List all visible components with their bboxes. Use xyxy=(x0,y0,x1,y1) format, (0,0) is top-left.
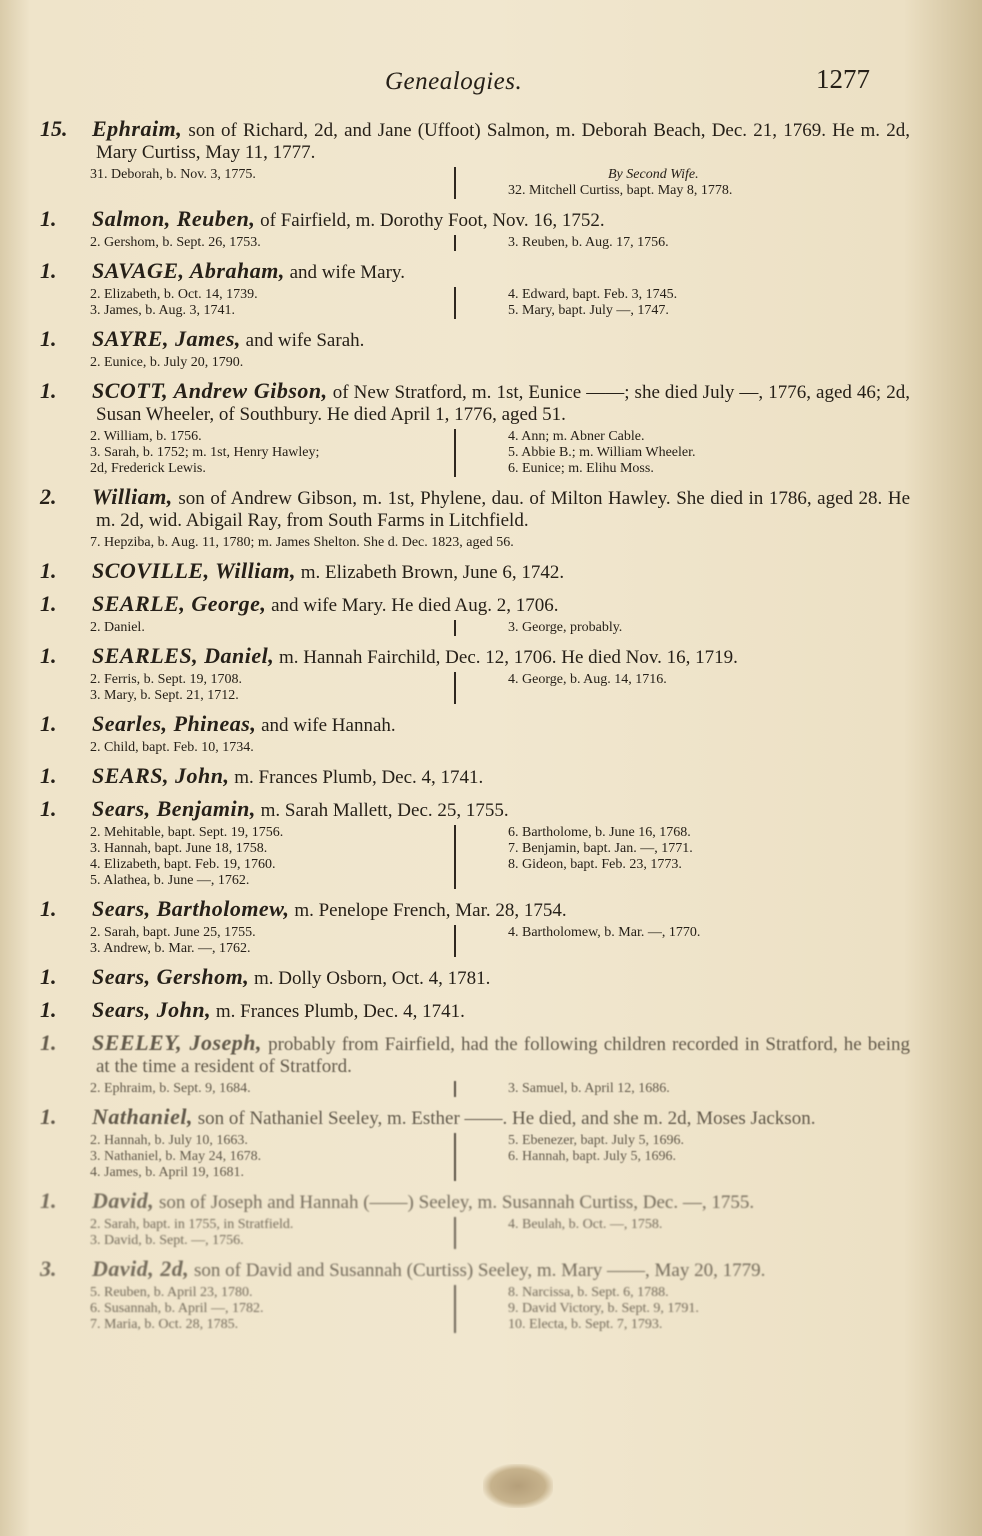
child-item: 3. George, probably. xyxy=(508,620,623,635)
child-item: 4. Edward, bapt. Feb. 3, 1745. xyxy=(508,287,678,302)
child-item: 7. Benjamin, bapt. Jan. —, 1771. xyxy=(508,841,693,856)
children-list xyxy=(40,287,910,319)
entry-name: SEARS, John, xyxy=(92,763,230,788)
children-column-right xyxy=(454,235,872,251)
entry-name: David, xyxy=(92,1188,155,1213)
child-item: 5. Mary, bapt. July —, 1747. xyxy=(508,303,669,318)
child-item: 3. David, b. Sept. —, 1756. xyxy=(90,1233,244,1248)
entry-name: Sears, Bartholomew, xyxy=(92,896,290,921)
page-number: 1277 xyxy=(816,64,870,94)
child-item: 3. James, b. Aug. 3, 1741. xyxy=(90,303,236,318)
entry-main-line xyxy=(40,1190,910,1214)
children-column-left xyxy=(90,287,454,319)
entry-main-line xyxy=(40,208,910,232)
child-item: 2. Daniel. xyxy=(90,620,145,635)
entry-text: m. Hannah Fairchild, Dec. 12, 1706. He died Nov. 16, 1719. xyxy=(278,647,738,668)
child-item: 6. Eunice; m. Elihu Moss. xyxy=(508,461,654,476)
entry-number: 2. xyxy=(40,484,57,509)
running-header xyxy=(0,62,982,102)
children-list xyxy=(40,1081,910,1097)
child-item: 4. Elizabeth, bapt. Feb. 19, 1760. xyxy=(90,857,276,872)
children-column-left xyxy=(90,672,454,704)
genealogy-entry xyxy=(40,560,910,584)
children-column-left xyxy=(90,429,454,477)
child-item: 3. Sarah, b. 1752; m. 1st, Henry Hawley; xyxy=(90,445,320,460)
entry-main-line xyxy=(40,798,910,822)
children-list xyxy=(40,429,910,477)
entry-number: 3. xyxy=(40,1256,57,1281)
child-item: 7. Maria, b. Oct. 28, 1785. xyxy=(90,1317,239,1332)
children-list xyxy=(40,1285,910,1333)
entry-text: m. Dolly Osborn, Oct. 4, 1781. xyxy=(254,968,491,989)
entry-number: 1. xyxy=(40,326,57,351)
entry-name: Ephraim, xyxy=(92,116,183,141)
children-column-right xyxy=(454,1081,872,1097)
entry-main-line xyxy=(40,645,910,669)
entry-number: 1. xyxy=(40,796,57,821)
genealogy-entry xyxy=(40,328,910,371)
child-item: 2. Gershom, b. Sept. 26, 1753. xyxy=(90,235,261,250)
entry-main-line xyxy=(40,486,910,532)
child-item: 2. Sarah, bapt. June 25, 1755. xyxy=(90,925,256,940)
child-item: 10. Electa, b. Sept. 7, 1793. xyxy=(508,1317,663,1332)
child-item: 2. William, b. 1756. xyxy=(90,429,202,444)
children-column-right xyxy=(454,825,872,889)
entry-main-line xyxy=(40,560,910,584)
entry-number: 1. xyxy=(40,997,57,1022)
wife-note: By Second Wife. xyxy=(608,167,699,182)
entry-main-line xyxy=(40,118,910,164)
children-column-left xyxy=(90,825,454,889)
children-list xyxy=(40,167,910,199)
children-column-left xyxy=(90,1133,454,1181)
entry-text: son of Nathaniel Seeley, m. Esther ——. He died, and she m. 2d, Moses Jackson. xyxy=(197,1108,816,1129)
child-item: 4. Beulah, b. Oct. —, 1758. xyxy=(508,1217,663,1232)
child-item: 3. Nathaniel, b. May 24, 1678. xyxy=(90,1149,262,1164)
children-column-left xyxy=(90,167,454,199)
entry-main-line xyxy=(40,380,910,426)
child-item: 2. Ferris, b. Sept. 19, 1708. xyxy=(90,672,243,687)
entry-number: 15. xyxy=(40,116,68,141)
genealogy-entry xyxy=(40,118,910,199)
entry-number: 1. xyxy=(40,964,57,989)
entry-name: SCOTT, Andrew Gibson, xyxy=(92,378,328,403)
children-column-left xyxy=(90,925,454,957)
child-item: 5. Ebenezer, bapt. July 5, 1696. xyxy=(508,1133,684,1148)
child-item: 9. David Victory, b. Sept. 9, 1791. xyxy=(508,1301,699,1316)
genealogy-entry xyxy=(40,645,910,704)
genealogy-entry xyxy=(40,1106,910,1181)
entry-number: 1. xyxy=(40,378,57,403)
children-column-right xyxy=(454,1217,872,1249)
genealogy-entry xyxy=(40,593,910,636)
entry-number: 1. xyxy=(40,591,57,616)
entry-number: 1. xyxy=(40,711,57,736)
entry-name: Sears, Benjamin, xyxy=(92,796,256,821)
children-list xyxy=(40,925,910,957)
entry-main-line xyxy=(40,1032,910,1078)
entry-name: SEARLES, Daniel, xyxy=(92,643,275,668)
child-item: 2. Sarah, bapt. in 1755, in Stratfield. xyxy=(90,1217,294,1232)
child-item: 3. Mary, b. Sept. 21, 1712. xyxy=(90,688,239,703)
child-item: 4. Ann; m. Abner Cable. xyxy=(508,429,645,444)
entry-number: 1. xyxy=(40,1188,57,1213)
entry-main-line xyxy=(40,260,910,284)
genealogy-entry xyxy=(40,260,910,319)
entry-main-line xyxy=(40,1258,910,1282)
child-item: 3. Andrew, b. Mar. —, 1762. xyxy=(90,941,251,956)
child-item: 6. Susannah, b. April —, 1782. xyxy=(90,1301,264,1316)
child-item: 8. Gideon, bapt. Feb. 23, 1773. xyxy=(508,857,682,872)
entry-name: SEELEY, Joseph, xyxy=(92,1030,263,1055)
children-column-left xyxy=(90,1081,454,1097)
genealogy-entry xyxy=(40,1032,910,1097)
genealogy-entry xyxy=(40,380,910,477)
child-item: 3. Hannah, bapt. June 18, 1758. xyxy=(90,841,268,856)
entry-text: and wife Hannah. xyxy=(261,715,396,736)
entry-text: and wife Sarah. xyxy=(245,330,365,351)
children-column-left xyxy=(90,1285,454,1333)
child-item: 2. Hannah, b. July 10, 1663. xyxy=(90,1133,248,1148)
children-column-right xyxy=(454,1133,872,1181)
entry-main-line xyxy=(40,898,910,922)
entry-number: 1. xyxy=(40,643,57,668)
genealogy-entry xyxy=(40,898,910,957)
entry-name: Sears, Gershom, xyxy=(92,964,250,989)
entry-main-line xyxy=(40,328,910,352)
entry-main-line xyxy=(40,593,910,617)
entry-number: 1. xyxy=(40,206,57,231)
entry-text: m. Sarah Mallett, Dec. 25, 1755. xyxy=(260,800,509,821)
entry-text: and wife Mary. xyxy=(289,262,405,283)
children-list xyxy=(40,620,910,636)
genealogy-entry xyxy=(40,713,910,756)
children-column-right xyxy=(454,429,872,477)
children-list xyxy=(40,1133,910,1181)
entry-number: 1. xyxy=(40,1104,57,1129)
genealogy-entry xyxy=(40,798,910,889)
children-list xyxy=(40,1217,910,1249)
entry-number: 1. xyxy=(40,763,57,788)
child-item: 5. Reuben, b. April 23, 1780. xyxy=(90,1285,253,1300)
child-item: 4. Bartholomew, b. Mar. —, 1770. xyxy=(508,925,701,940)
entry-main-line xyxy=(40,999,910,1023)
children-column-left xyxy=(90,235,454,251)
entry-name: SAYRE, James, xyxy=(92,326,241,351)
children-column-right xyxy=(454,672,872,704)
children-column-right xyxy=(454,287,872,319)
entry-text: of Fairfield, m. Dorothy Foot, Nov. 16, 1752. xyxy=(260,210,605,231)
genealogy-entry xyxy=(40,486,910,551)
child-item: 6. Bartholome, b. June 16, 1768. xyxy=(508,825,691,840)
child-item: 4. James, b. April 19, 1681. xyxy=(90,1165,244,1180)
children-list xyxy=(40,235,910,251)
child-item: 4. George, b. Aug. 14, 1716. xyxy=(508,672,667,687)
entry-main-line xyxy=(40,713,910,737)
entry-name: SCOVILLE, William, xyxy=(92,558,296,583)
entry-number: 1. xyxy=(40,896,57,921)
genealogy-entry xyxy=(40,999,910,1023)
child-item: 8. Narcissa, b. Sept. 6, 1788. xyxy=(508,1285,669,1300)
entry-main-line xyxy=(40,1106,910,1130)
entry-text: son of Andrew Gibson, m. 1st, Phylene, dau. of Milton Hawley. She died in 1786, aged 28. He m. 2d, wid. Abigail Ray, from South Farms in Litchfield. xyxy=(96,488,911,531)
entry-text: son of David and Susannah (Curtiss) Seeley, m. Mary ——, May 20, 1779. xyxy=(194,1260,766,1281)
child-item: 6. Hannah, bapt. July 5, 1696. xyxy=(508,1149,676,1164)
children-column-right xyxy=(454,620,872,636)
child-line: 2. Eunice, b. July 20, 1790. xyxy=(90,355,244,370)
child-item: 2. Ephraim, b. Sept. 9, 1684. xyxy=(90,1081,251,1096)
entry-name: William, xyxy=(92,484,173,509)
genealogy-entry xyxy=(40,966,910,990)
entry-text: of New Stratford, m. 1st, Eunice ——; she died July —, 1776, aged 46; 2d, Susan Wheeler, of Southbury. He died April 1, 1776, aged 51. xyxy=(96,382,911,425)
genealogy-entries xyxy=(40,118,910,1342)
paper-stain xyxy=(483,1464,553,1508)
children-list xyxy=(40,672,910,704)
child-item: 5. Abbie B.; m. William Wheeler. xyxy=(508,445,696,460)
child-item: 2. Mehitable, bapt. Sept. 19, 1756. xyxy=(90,825,284,840)
child-item: 32. Mitchell Curtiss, bapt. May 8, 1778. xyxy=(508,183,733,198)
entry-text: son of Richard, 2d, and Jane (Uffoot) Salmon, m. Deborah Beach, Dec. 21, 1769. He m. 2d, Mary Curtiss, May 11, 1777. xyxy=(96,120,910,163)
entry-main-line xyxy=(40,966,910,990)
genealogy-entry xyxy=(40,1190,910,1249)
child-item: 2d, Frederick Lewis. xyxy=(90,461,206,476)
entry-text: and wife Mary. He died Aug. 2, 1706. xyxy=(271,595,559,616)
entry-main-line xyxy=(40,765,910,789)
entry-text: m. Frances Plumb, Dec. 4, 1741. xyxy=(234,767,484,788)
genealogy-entry xyxy=(40,1258,910,1333)
children-column-right xyxy=(454,925,872,957)
child-line: 7. Hepziba, b. Aug. 11, 1780; m. James Shelton. She d. Dec. 1823, aged 56. xyxy=(90,535,514,550)
entry-text: m. Penelope French, Mar. 28, 1754. xyxy=(294,900,567,921)
entry-name: Nathaniel, xyxy=(92,1104,193,1129)
entry-name: SEARLE, George, xyxy=(92,591,267,616)
entry-name: David, 2d, xyxy=(92,1256,190,1281)
genealogy-entry xyxy=(40,208,910,251)
child-item: 5. Alathea, b. June —, 1762. xyxy=(90,873,250,888)
entry-name: SAVAGE, Abraham, xyxy=(92,258,285,283)
entry-text: m. Elizabeth Brown, June 6, 1742. xyxy=(300,562,565,583)
entry-name: Searles, Phineas, xyxy=(92,711,257,736)
entry-number: 1. xyxy=(40,258,57,283)
child-item: 3. Samuel, b. April 12, 1686. xyxy=(508,1081,670,1096)
genealogy-entry xyxy=(40,765,910,789)
running-title: Genealogies. xyxy=(385,68,523,95)
children-column-left xyxy=(90,1217,454,1249)
children-list xyxy=(40,825,910,889)
entry-text: son of Joseph and Hannah (——) Seeley, m. Susannah Curtiss, Dec. —, 1755. xyxy=(159,1192,755,1213)
children-column-left xyxy=(90,620,454,636)
child-line: 2. Child, bapt. Feb. 10, 1734. xyxy=(90,740,254,755)
children-column-right xyxy=(454,1285,872,1333)
child-item: 3. Reuben, b. Aug. 17, 1756. xyxy=(508,235,669,250)
entry-text: probably from Fairfield, had the following children recorded in Stratford, he being at the time a resident of Stratford. xyxy=(96,1034,911,1077)
entry-number: 1. xyxy=(40,1030,57,1055)
child-item: 2. Elizabeth, b. Oct. 14, 1739. xyxy=(90,287,258,302)
entry-name: Sears, John, xyxy=(92,997,212,1022)
children-column-right xyxy=(454,167,872,199)
child-item: 31. Deborah, b. Nov. 3, 1775. xyxy=(90,167,256,182)
entry-text: m. Frances Plumb, Dec. 4, 1741. xyxy=(215,1001,465,1022)
entry-number: 1. xyxy=(40,558,57,583)
entry-name: Salmon, Reuben, xyxy=(92,206,256,231)
